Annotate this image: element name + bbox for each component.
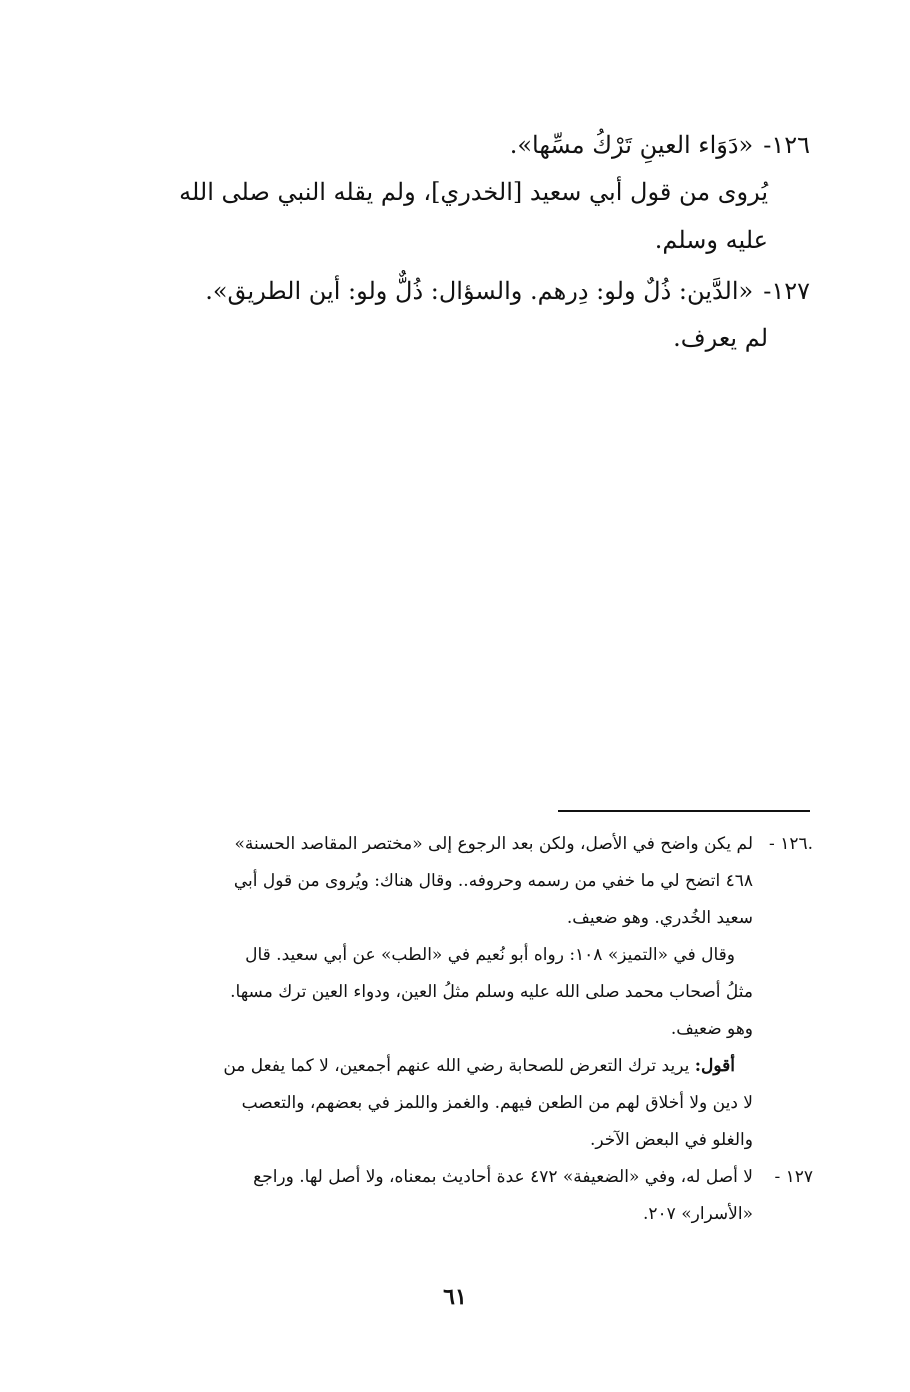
entry-number: ١٢٦- bbox=[763, 131, 810, 159]
footnote-126 bbox=[120, 826, 813, 1159]
entry-number: ١٢٧- bbox=[763, 277, 810, 305]
footnote-number: ١٢٧ - bbox=[774, 1167, 813, 1187]
footnote-line: وهو ضعيف. bbox=[670, 1019, 753, 1039]
page-number: ٦١ bbox=[443, 1284, 467, 1310]
entry-127 bbox=[105, 268, 810, 362]
footnote-line: لا أصل له، وفي «الضعيفة» ٤٧٢ عدة أحاديث بمعناه، ولا أصل لها. وراجع bbox=[253, 1167, 753, 1187]
entry-paragraph: عليه وسلم. bbox=[654, 226, 768, 254]
footnote-body bbox=[120, 826, 753, 1159]
entry-heading bbox=[105, 122, 810, 168]
footnote-divider bbox=[558, 810, 810, 812]
footnote-line: «الأسرار» ٢٠٧. bbox=[643, 1204, 753, 1224]
footnote-line: سعيد الخُدري. وهو ضعيف. bbox=[566, 908, 753, 928]
footnotes bbox=[120, 826, 813, 1233]
footnote-line: لم يكن واضح في الأصل، ولكن بعد الرجوع إلى «مختصر المقاصد الحسنة» bbox=[234, 834, 753, 854]
footnote-line bbox=[120, 1048, 753, 1085]
footnote-line: لا دين ولا أخلاق لهم من الطعن فيهم. والغمز واللمز في بعضهم، والتعصب bbox=[241, 1093, 753, 1113]
entry-quote: «دَوَاء العينِ تَرْكُ مسِّها». bbox=[509, 131, 754, 159]
footnote-line: والغلو في البعض الآخر. bbox=[589, 1130, 753, 1150]
entry-heading bbox=[105, 268, 810, 314]
main-text bbox=[105, 122, 810, 362]
entry-paragraph: لم يعرف. bbox=[673, 324, 768, 352]
footnote-body bbox=[120, 1159, 753, 1233]
entry-126 bbox=[105, 122, 810, 264]
entry-paragraph: يُروى من قول أبي سعيد [الخدري]، ولم يقله النبي صلى الله bbox=[179, 178, 768, 206]
footnote-line: مثلُ أصحاب محمد صلى الله عليه وسلم مثلُ العين، ودواء العين ترك مسها. bbox=[230, 982, 753, 1002]
author-note-text: يريد ترك التعرض للصحابة رضي الله عنهم أجمعين، لا كما يفعل من bbox=[223, 1056, 690, 1076]
footnote-line: ٤٦٨ اتضح لي ما خفي من رسمه وحروفه.. وقال هناك: ويُروى من قول أبي bbox=[233, 871, 753, 891]
author-note-lead: أقول: bbox=[694, 1056, 735, 1076]
footnote-127 bbox=[120, 1159, 813, 1233]
entry-quote: «الدَّين: ذُلٌ ولو: دِرهم. والسؤال: ذُلٌّ ولو: أين الطريق». bbox=[205, 277, 754, 305]
footnote-line: وقال في «التميز» ١٠٨: رواه أبو نُعيم في «الطب» عن أبي سعيد. قال bbox=[245, 945, 735, 965]
footnote-number: .١٢٦ - bbox=[769, 834, 813, 854]
